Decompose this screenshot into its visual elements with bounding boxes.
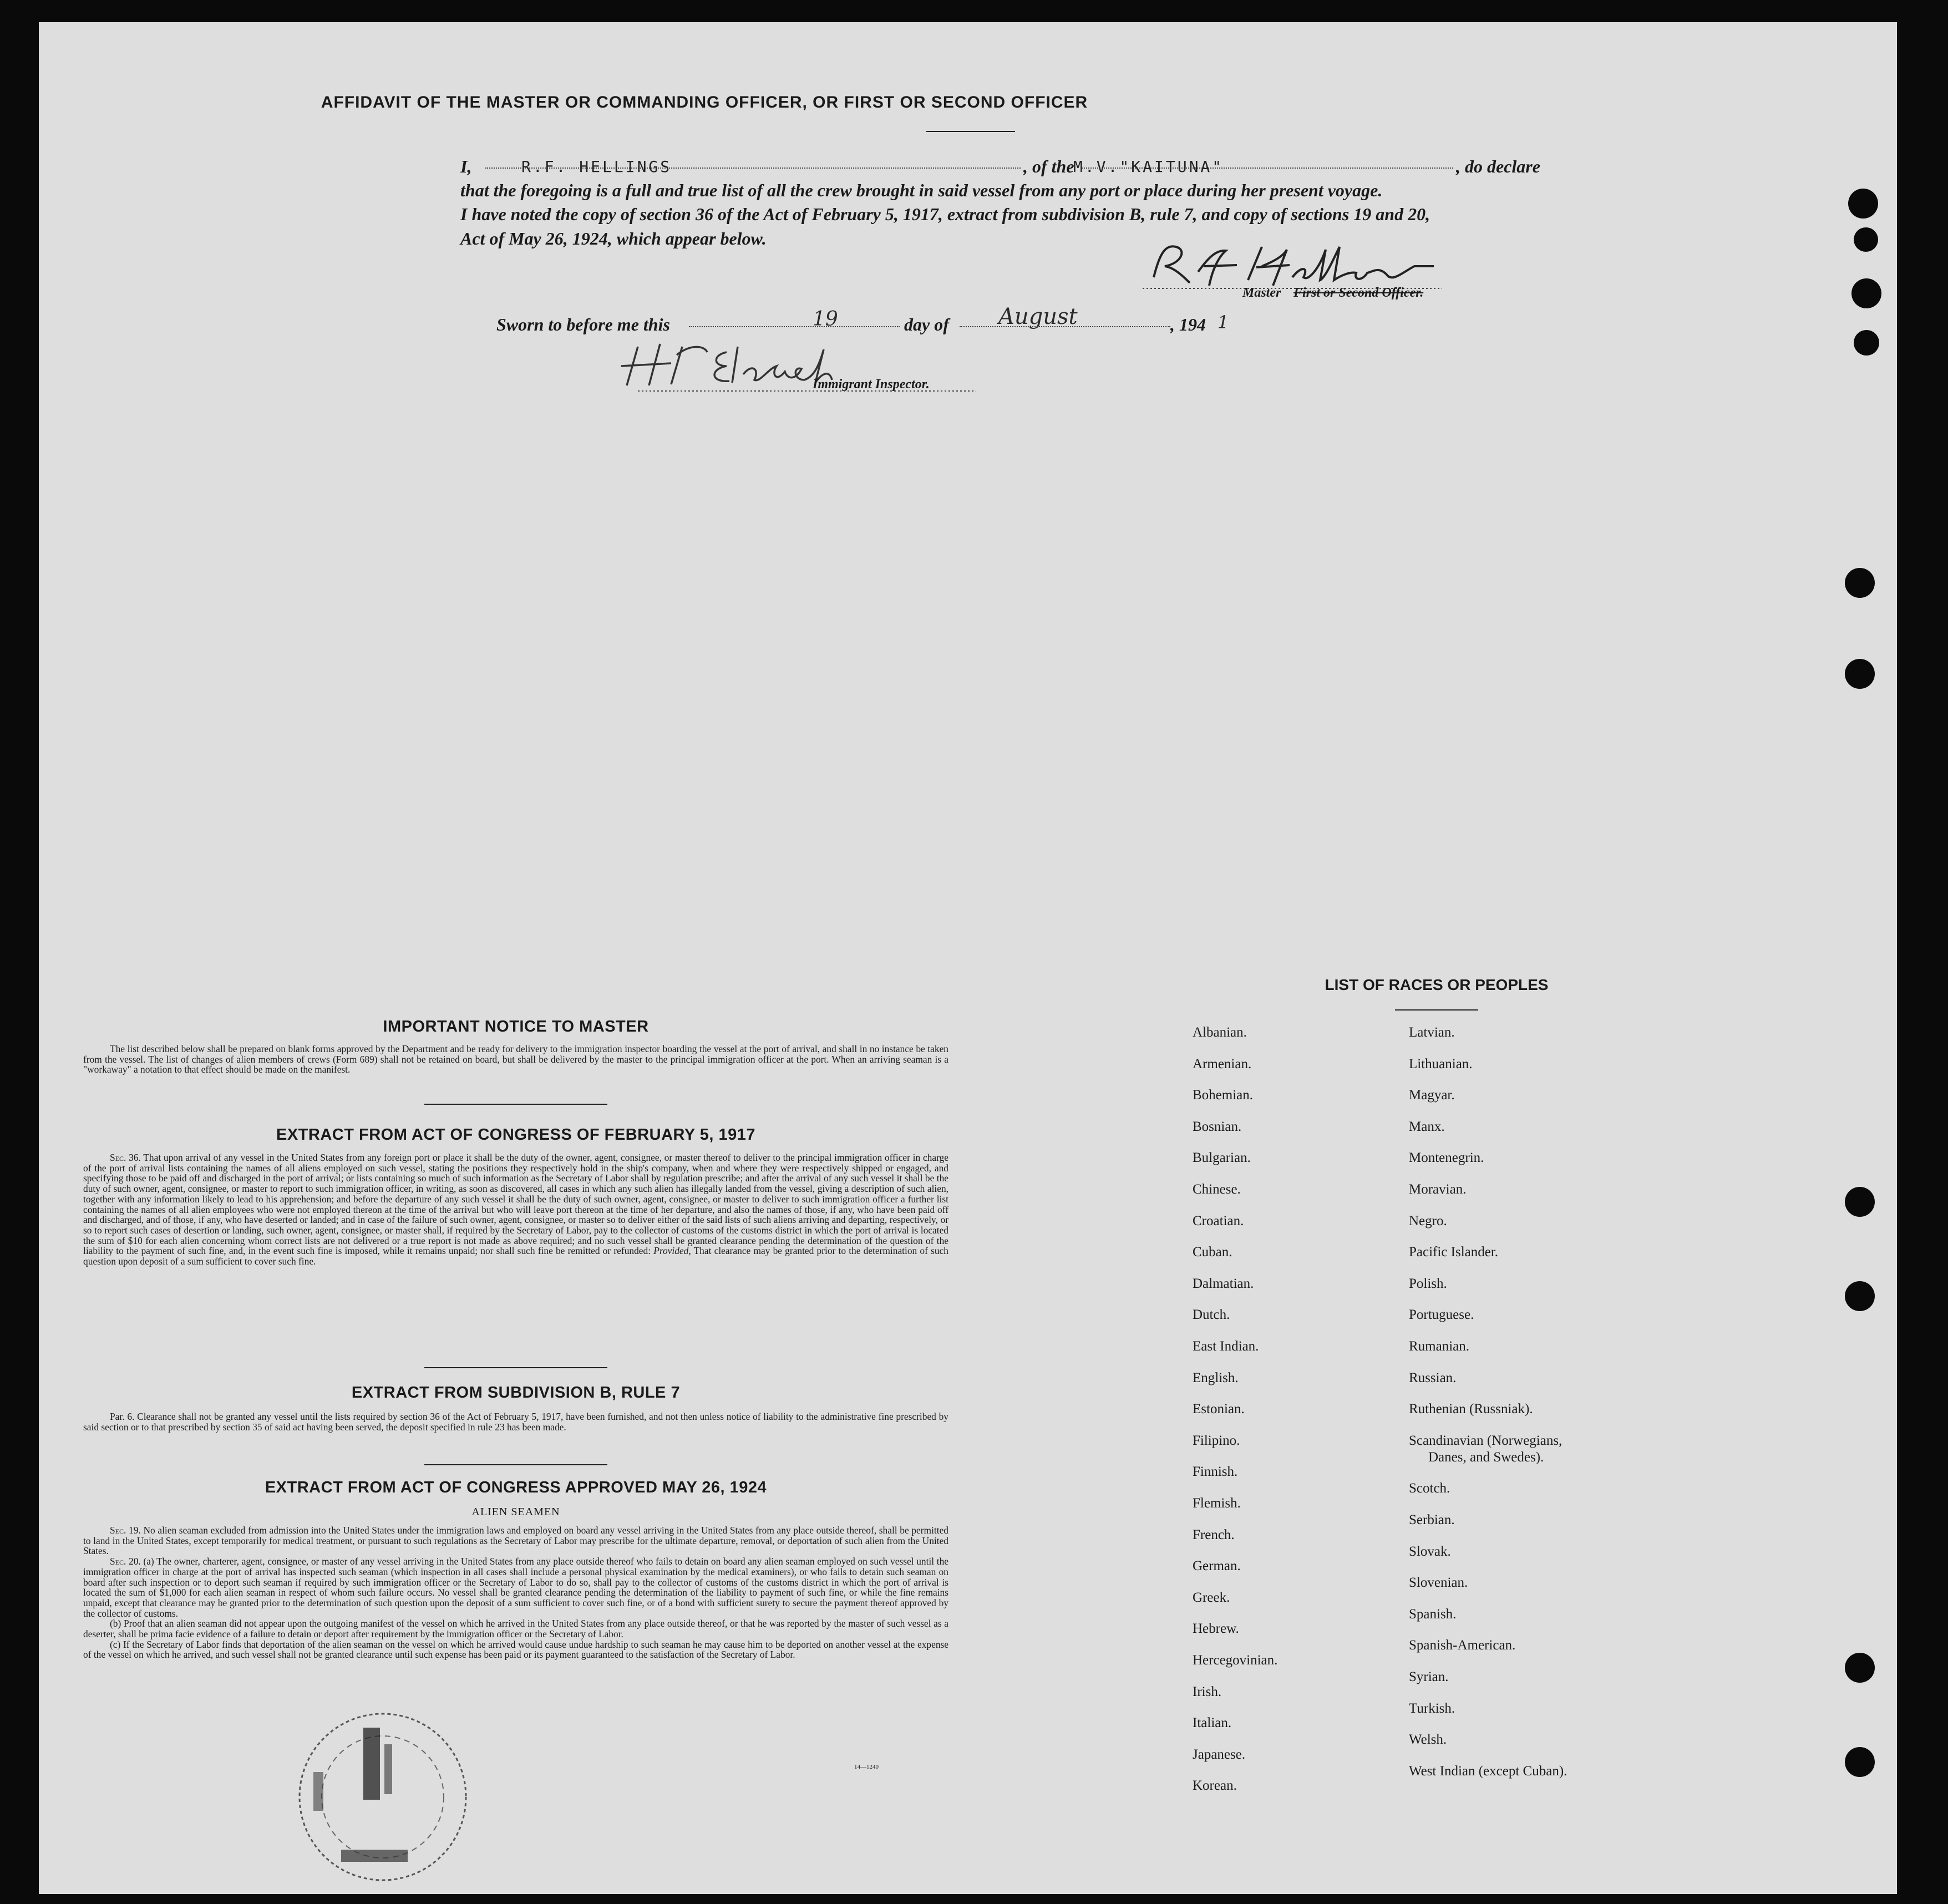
section-rule	[424, 1367, 607, 1368]
notice-title: IMPORTANT NOTICE TO MASTER	[383, 1018, 649, 1035]
binder-hole	[1845, 1187, 1875, 1217]
extract-1917-title: EXTRACT FROM ACT OF CONGRESS OF FEBRUARY 5, 1917	[276, 1126, 756, 1144]
race-item: Japanese.	[1193, 1746, 1246, 1762]
race-item: Bulgarian.	[1193, 1150, 1251, 1166]
race-item: Russian.	[1409, 1370, 1457, 1385]
race-item: Moravian.	[1409, 1182, 1467, 1197]
race-item: English.	[1193, 1370, 1239, 1385]
race-item: Italian.	[1193, 1715, 1232, 1731]
race-item: Croatian.	[1193, 1213, 1244, 1228]
binder-hole	[1854, 330, 1879, 356]
race-item: Greek.	[1193, 1590, 1230, 1605]
race-item: Latvian.	[1409, 1025, 1455, 1040]
race-item: Portuguese.	[1409, 1307, 1474, 1323]
race-item: Slovak.	[1409, 1543, 1451, 1559]
sworn-label: Sworn to before me this	[496, 314, 670, 334]
affidavit-line-2: that the foregoing is a full and true list of all the crew brought in said vessel from any port or place during her present voyage.	[460, 180, 1383, 200]
binder-hole	[1854, 227, 1878, 252]
sworn-day-value: 19	[813, 308, 838, 331]
race-item: Negro.	[1409, 1213, 1447, 1228]
binder-hole	[1845, 1281, 1875, 1311]
race-item: Dutch.	[1193, 1307, 1230, 1323]
race-item: Syrian.	[1409, 1669, 1449, 1684]
race-item: Welsh.	[1409, 1732, 1447, 1748]
race-item: Ruthenian (Russniak).	[1409, 1402, 1533, 1417]
signature-caption-struck: First or Second Officer.	[1293, 286, 1424, 300]
sworn-day-field	[689, 326, 900, 327]
race-item: Pacific Islander.	[1409, 1245, 1499, 1260]
race-item: Chinese.	[1193, 1182, 1241, 1197]
race-item: Manx.	[1409, 1119, 1445, 1134]
race-item: Slovenian.	[1409, 1575, 1468, 1591]
extract-1924-text: Sec. 19. No alien seaman excluded from admission into the United States under the immigration laws and employed on board any vessel arriving in the United States from any place outside thereof, shall be permitted to land in the United States, except temporarily for medical treatment, or pursuant to such regulations as the Secretary of Labor may prescribe for the ultimate departure, removal, or deportation of such alien from the United States. Sec. 20. (a) The owner, charterer, agent, consignee, or master of any vessel arriving in the United States from any place outside thereof who fails to detain on board any alien seaman employed on such vessel until the immigration officer in charge at the port of arrival has inspected such seaman (which inspection in all cases shall include a personal physical examination by the medical examiners), or who fails to detain such seaman on board after such inspection or to deport such seaman if required by such immigration officer or the Secretary of Labor to do so, shall pay to the collector of customs of the customs district in which the port of arrival is located the sum of $1,000 for each alien seaman in respect of whom such failure occurs. No vessel shall be granted clearance pending the determination of the liability to payment of such fine, or while the fine remains unpaid, except that clearance may be granted prior to the determination of such question upon the deposit of a sum sufficient to cover such fine, or of a bond with sufficient surety to secure the payment thereof approved by the collector of customs. (b) Proof that an alien seaman did not appear upon the outgoing manifest of the vessel on which he arrived in the United States from any place outside thereof, or that he was reported by the master of such vessel as a deserter, shall be prima facie evidence of a failure to detain or deport after requirement by the immigration officer or the Secretary of Labor. (c) If the Secretary of Labor finds that deportation of the alien seaman on the vessel on which he arrived would cause undue hardship to such seaman he may cause him to be deported on another vessel at the expense of the vessel on which he arrived, and such vessel shall not be granted clearance until such expense has been paid or its payment guaranteed to the satisfaction of the Secretary of Labor.	[83, 1525, 948, 1661]
race-item: Polish.	[1409, 1276, 1447, 1291]
document-page	[39, 22, 1897, 1894]
section-rule	[424, 1464, 607, 1465]
binder-hole	[1845, 1747, 1875, 1777]
race-item: Dalmatian.	[1193, 1276, 1254, 1291]
race-item: French.	[1193, 1527, 1235, 1542]
race-item: East Indian.	[1193, 1339, 1259, 1354]
binder-hole	[1851, 278, 1881, 308]
inspector-caption: Immigrant Inspector.	[813, 377, 930, 392]
rule7-title: EXTRACT FROM SUBDIVISION B, RULE 7	[351, 1384, 681, 1402]
race-item: Hercegovinian.	[1193, 1653, 1278, 1668]
race-item: Spanish-American.	[1409, 1638, 1516, 1653]
race-item: Hebrew.	[1193, 1621, 1239, 1637]
extract-1924-subtitle: ALIEN SEAMEN	[471, 1506, 560, 1518]
races-title-rule	[1395, 1009, 1478, 1011]
extract-1924-title: EXTRACT FROM ACT OF CONGRESS APPROVED MAY 26, 1924	[265, 1479, 767, 1496]
race-item: Cuban.	[1193, 1245, 1232, 1260]
sworn-year-prefix: , 194	[1170, 314, 1206, 334]
race-item: Lithuanian.	[1409, 1056, 1473, 1072]
affidavit-line-4: Act of May 26, 1924, which appear below.	[460, 229, 767, 248]
race-item: Rumanian.	[1409, 1339, 1470, 1354]
master-name-value: R.F. HELLINGS	[521, 158, 672, 176]
affidavit-line-3: I have noted the copy of section 36 of the Act of February 5, 1917, extract from subdivision B, rule 7, and copy of sections 19 and 20,	[460, 204, 1430, 224]
form-number: 14—1240	[854, 1764, 879, 1770]
race-item: Scotch.	[1409, 1481, 1450, 1496]
received-stamp	[291, 1705, 474, 1888]
race-item: Armenian.	[1193, 1056, 1252, 1072]
race-item: Bosnian.	[1193, 1119, 1242, 1134]
notice-text: The list described below shall be prepared on blank forms approved by the Department and be ready for delivery to the immigration inspector boarding the vessel at the port of arrival, and shall in no instance be taken from the vessel. The list of changes of alien members of crews (Form 689) shall not be retained on board, but shall be delivered by the master to the principal immigration officer at the port. When an arriving seaman is a "workaway" a notation to that effect should be made on the manifest.	[83, 1043, 948, 1075]
race-item: Turkish.	[1409, 1700, 1455, 1716]
vessel-value: M.V."KAITUNA"	[1073, 158, 1224, 176]
race-item: Irish.	[1193, 1684, 1222, 1699]
races-title: LIST OF RACES OR PEOPLES	[1325, 976, 1549, 993]
binder-hole	[1845, 1653, 1875, 1683]
race-item: Korean.	[1193, 1778, 1237, 1794]
race-item: Montenegrin.	[1409, 1150, 1484, 1166]
day-of-label: day of	[904, 314, 949, 334]
affidavit-i-label: I,	[460, 156, 472, 176]
signature-caption-master: Master	[1242, 286, 1281, 300]
rule7-text: Par. 6. Clearance shall not be granted any vessel until the lists required by section 36 of the Act of February 5, 1917, have been furnished, and not then unless notice of liability to the administrative fine prescribed by said section or to that prescribed by section 35 of said act having been served, the deposit specified in rule 23 has been made.	[83, 1411, 948, 1433]
sworn-year-suffix: 1	[1217, 312, 1229, 333]
binder-hole	[1848, 189, 1878, 219]
race-item: Magyar.	[1409, 1088, 1455, 1103]
sworn-month-value: August	[998, 304, 1078, 329]
race-item: German.	[1193, 1558, 1241, 1574]
race-item: Scandinavian (Norwegians,	[1409, 1433, 1563, 1448]
title-rule	[926, 131, 1015, 132]
race-item: Flemish.	[1193, 1496, 1241, 1511]
affidavit-of-the: , of the	[1023, 156, 1074, 176]
section-rule	[424, 1104, 607, 1105]
affidavit-do-declare: , do declare	[1456, 156, 1540, 176]
binder-hole	[1845, 659, 1875, 689]
race-item: Spanish.	[1409, 1606, 1457, 1622]
race-item: West Indian (except Cuban).	[1409, 1763, 1567, 1779]
sec36-label: Sec. 36.	[110, 1152, 141, 1163]
race-item: Estonian.	[1193, 1402, 1245, 1417]
race-item: Filipino.	[1193, 1433, 1240, 1448]
race-item: Danes, and Swedes).	[1428, 1449, 1544, 1465]
extract-1917-text: Sec. 36. That upon arrival of any vessel in the United States from any foreign port or place it shall be the duty of the owner, agent, consignee, or master thereof to deliver to the principal immigration officer in charge of the port of arrival lists containing the names of all aliens employed on such vessel, stating the positions they respectively hold in the ship's company, when and where they were respectively shipped or engaged, and specifying those to be paid off and discharged in the port of arrival; or lists containing so much of such information as the Secretary of Labor shall by regulation prescribe; and after the arrival of any such vessel it shall be the duty of such owner, agent, consignee, or master to report to such immigration officer, in writing, as soon as discovered, all cases in which any such alien has illegally landed from the vessel, giving a description of such alien, together with any information likely to lead to his apprehension; and before the departure of any such vessel it shall be the duty of such owner, agent, consignee, or master to deliver to such immigration officer a further list containing the names of all alien employees who were not employed thereon at the time of the arrival but who will leave port thereon at the time of her departure, and also the names of those, if any, who have been paid off and discharged, and of those, if any, who have deserted or landed; and in case of the failure of such owner, agent, consignee, or master so to deliver either of the said lists of such aliens arriving and departing, respectively, or so to report such cases of desertion or landing, such owner, agent, consignee, or master shall, if required by the Secretary of Labor, pay to the collector of customs of the customs district in which the port of arrival is located the sum of $10 for each alien concerning whom correct lists are not delivered or a true report is not made as above required; and no such vessel shall be granted clearance pending the determination of the question of the liability to the payment of such fine, and, in the event such fine is imposed, while it remains unpaid; nor shall such fine be remitted or refunded: Provided, That clearance may be granted prior to the determination of such question upon deposit of a sum sufficient to cover such fine.	[83, 1152, 948, 1267]
race-item: Albanian.	[1193, 1025, 1247, 1040]
affidavit-title: AFFIDAVIT OF THE MASTER OR COMMANDING OFFICER, OR FIRST OR SECOND OFFICER	[321, 93, 1088, 111]
race-item: Finnish.	[1193, 1464, 1238, 1480]
race-item: Serbian.	[1409, 1512, 1455, 1527]
binder-hole	[1845, 568, 1875, 598]
race-item: Bohemian.	[1193, 1088, 1254, 1103]
